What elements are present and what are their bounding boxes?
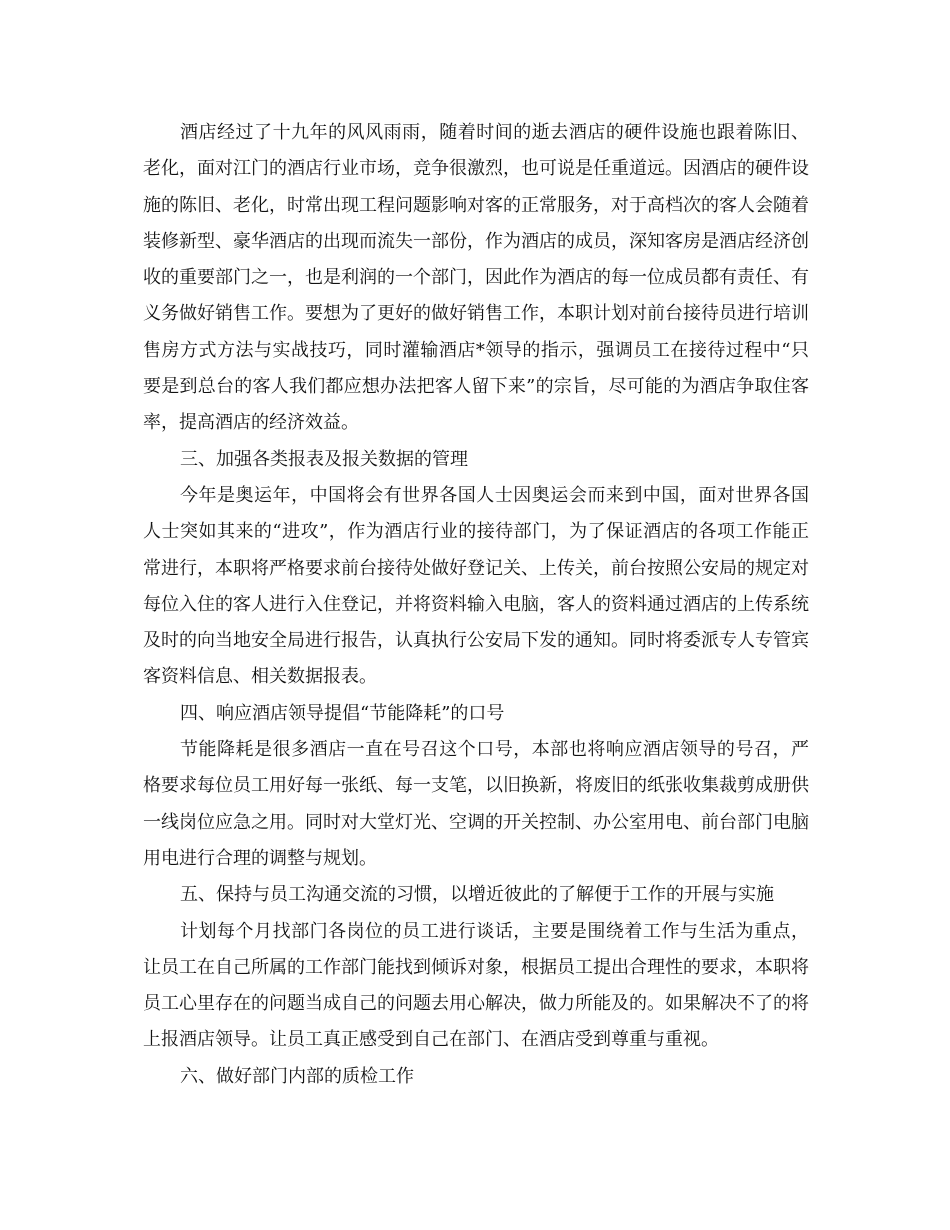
section-heading-5: 五、保持与员工沟通交流的习惯，以增近彼此的了解便于工作的开展与实施	[180, 884, 774, 906]
section-heading-6: 六、做好部门内部的质检工作	[180, 1065, 414, 1087]
paragraph-section-5: 计划每个月找部门各岗位的员工进行谈话，主要是围绕着工作与生活为重点，让员工在自己所属的工作部门能找到倾诉对象，根据员工提出合理性的要求，本职将员工心里存在的问题当成自己的问题去用心解决，做力所能及的。如果解决不了的将上报酒店领导。让员工真正感受到自己在部门、在酒店受到尊重与重视。	[143, 920, 809, 1051]
section-heading-4: 四、响应酒店领导提倡“节能降耗”的口号	[180, 702, 505, 724]
paragraph-section-3: 今年是奥运年，中国将会有世界各国人士因奥运会而来到中国，面对世界各国人士突如其来的“进攻”，作为酒店行业的接待部门，为了保证酒店的各项工作能正常进行，本职将严格要求前台接待处做好登记关、上传关，前台按照公安局的规定对每位入住的客人进行入住登记，并将资料输入电脑，客人的资料通过酒店的上传系统及时的向当地安全局进行报告，认真执行公安局下发的通知。同时将委派专人专管宾客资料信息、相关数据报表。	[143, 484, 809, 688]
section-heading-3: 三、加强各类报表及报关数据的管理	[180, 448, 468, 470]
paragraph-section-4: 节能降耗是很多酒店一直在号召这个口号，本部也将响应酒店领导的号召，严格要求每位员工用好每一张纸、每一支笔，以旧换新，将废旧的纸张收集裁剪成册供一线岗位应急之用。同时对大堂灯光、空调的开关控制、办公室用电、前台部门电脑用电进行合理的调整与规划。	[143, 739, 809, 869]
paragraph-intro: 酒店经过了十九年的风风雨雨，随着时间的逝去酒店的硬件设施也跟着陈旧、老化，面对江门的酒店行业市场，竞争很激烈，也可说是任重道远。因酒店的硬件设施的陈旧、老化，时常出现工程问题影响对客的正常服务，对于高档次的客人会随着装修新型、豪华酒店的出现而流失一部份，作为酒店的成员，深知客房是酒店经济创收的重要部门之一，也是利润的一个部门，因此作为酒店的每一位成员都有责任、有义务做好销售工作。要想为了更好的做好销售工作，本职计划对前台接待员进行培训售房方式方法与实战技巧，同时灌输酒店*领导的指示，强调员工在接待过程中“只要是到总台的客人我们都应想办法把客人留下来”的宗旨，尽可能的为酒店争取住客率，提高酒店的经济效益。	[143, 122, 809, 434]
document-body	[143, 115, 809, 1095]
